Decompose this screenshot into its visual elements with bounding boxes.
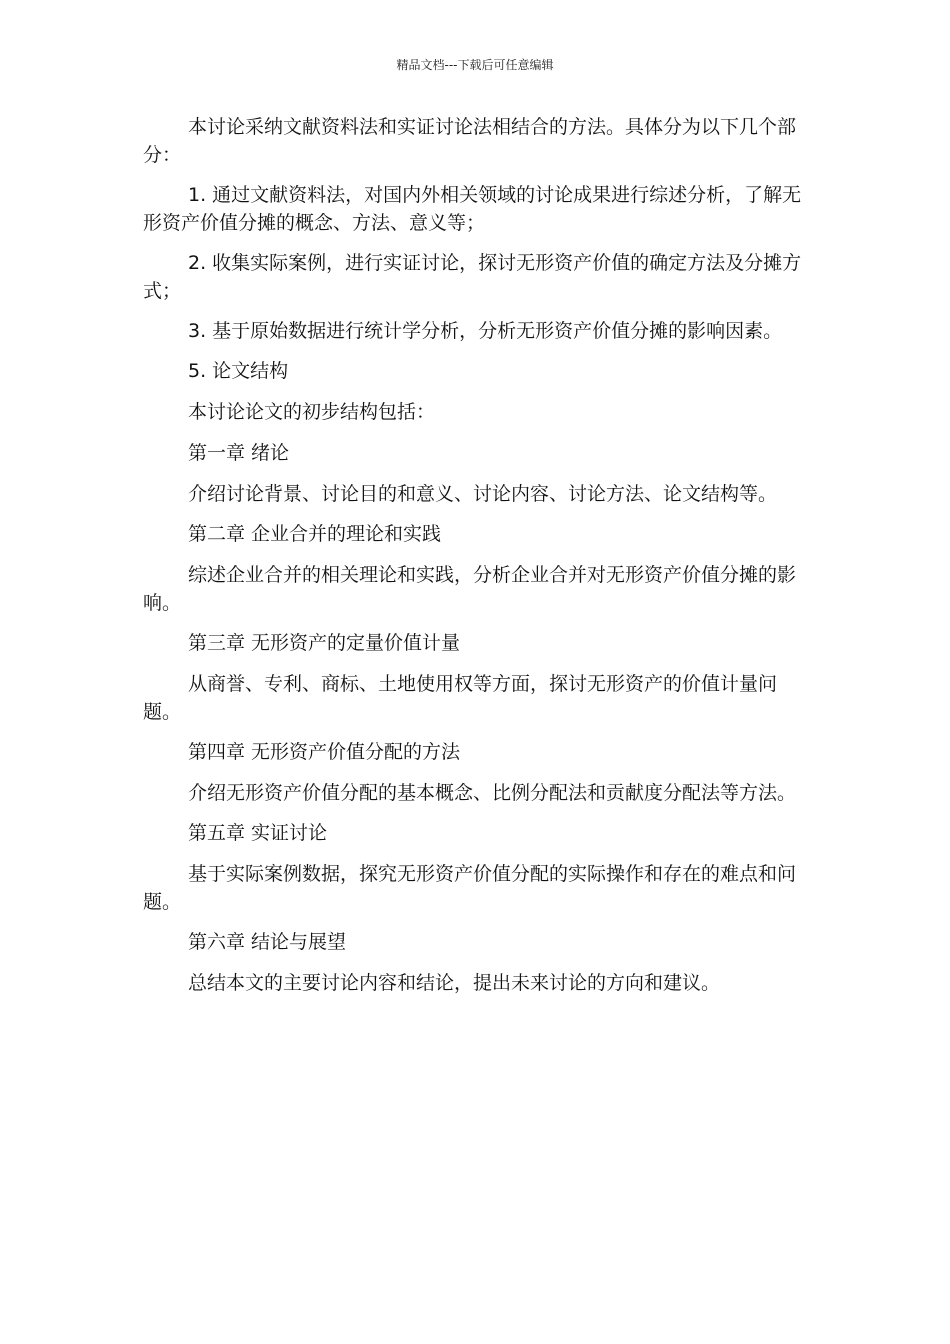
chapter-5-title: 第五章 实证讨论 (188, 822, 328, 844)
chapter-1-description: 介绍讨论背景、讨论目的和意义、讨论内容、讨论方法、论文结构等。 (188, 483, 778, 505)
chapter-3-description: 从商誉、专利、商标、土地使用权等方面，探讨无形资产的价值计量问题。 (143, 673, 778, 723)
paragraph-methods-intro: 本讨论采纳文献资料法和实证讨论法相结合的方法。具体分为以下几个部分： (143, 116, 797, 166)
chapter-6-title: 第六章 结论与展望 (188, 931, 347, 953)
page-header: 精品文档---下载后可任意编辑 (396, 58, 554, 72)
section-heading-structure: 5. 论文结构 (188, 360, 289, 382)
paragraph-method-2: 2. 收集实际案例，进行实证讨论，探讨无形资产价值的确定方法及分摊方式； (143, 252, 802, 302)
chapter-2-title: 第二章 企业合并的理论和实践 (188, 523, 442, 545)
chapter-2-description: 综述企业合并的相关理论和实践，分析企业合并对无形资产价值分摊的影响。 (143, 564, 797, 614)
chapter-3-title: 第三章 无形资产的定量价值计量 (188, 632, 461, 654)
chapter-4-description: 介绍无形资产价值分配的基本概念、比例分配法和贡献度分配法等方法。 (188, 782, 797, 804)
paragraph-method-1: 1. 通过文献资料法，对国内外相关领域的讨论成果进行综述分析，了解无形资产价值分摊的概念、方法、意义等； (143, 184, 802, 234)
paragraph-method-3: 3. 基于原始数据进行统计学分析，分析无形资产价值分摊的影响因素。 (188, 320, 783, 342)
chapter-5-description: 基于实际案例数据，探究无形资产价值分配的实际操作和存在的难点和问题。 (143, 863, 797, 913)
chapter-4-title: 第四章 无形资产价值分配的方法 (188, 741, 461, 763)
document-body (143, 113, 803, 1010)
chapter-6-description: 总结本文的主要讨论内容和结论，提出未来讨论的方向和建议。 (188, 972, 721, 994)
paragraph-structure-intro: 本讨论论文的初步结构包括： (188, 401, 436, 423)
chapter-1-title: 第一章 绪论 (188, 442, 290, 464)
